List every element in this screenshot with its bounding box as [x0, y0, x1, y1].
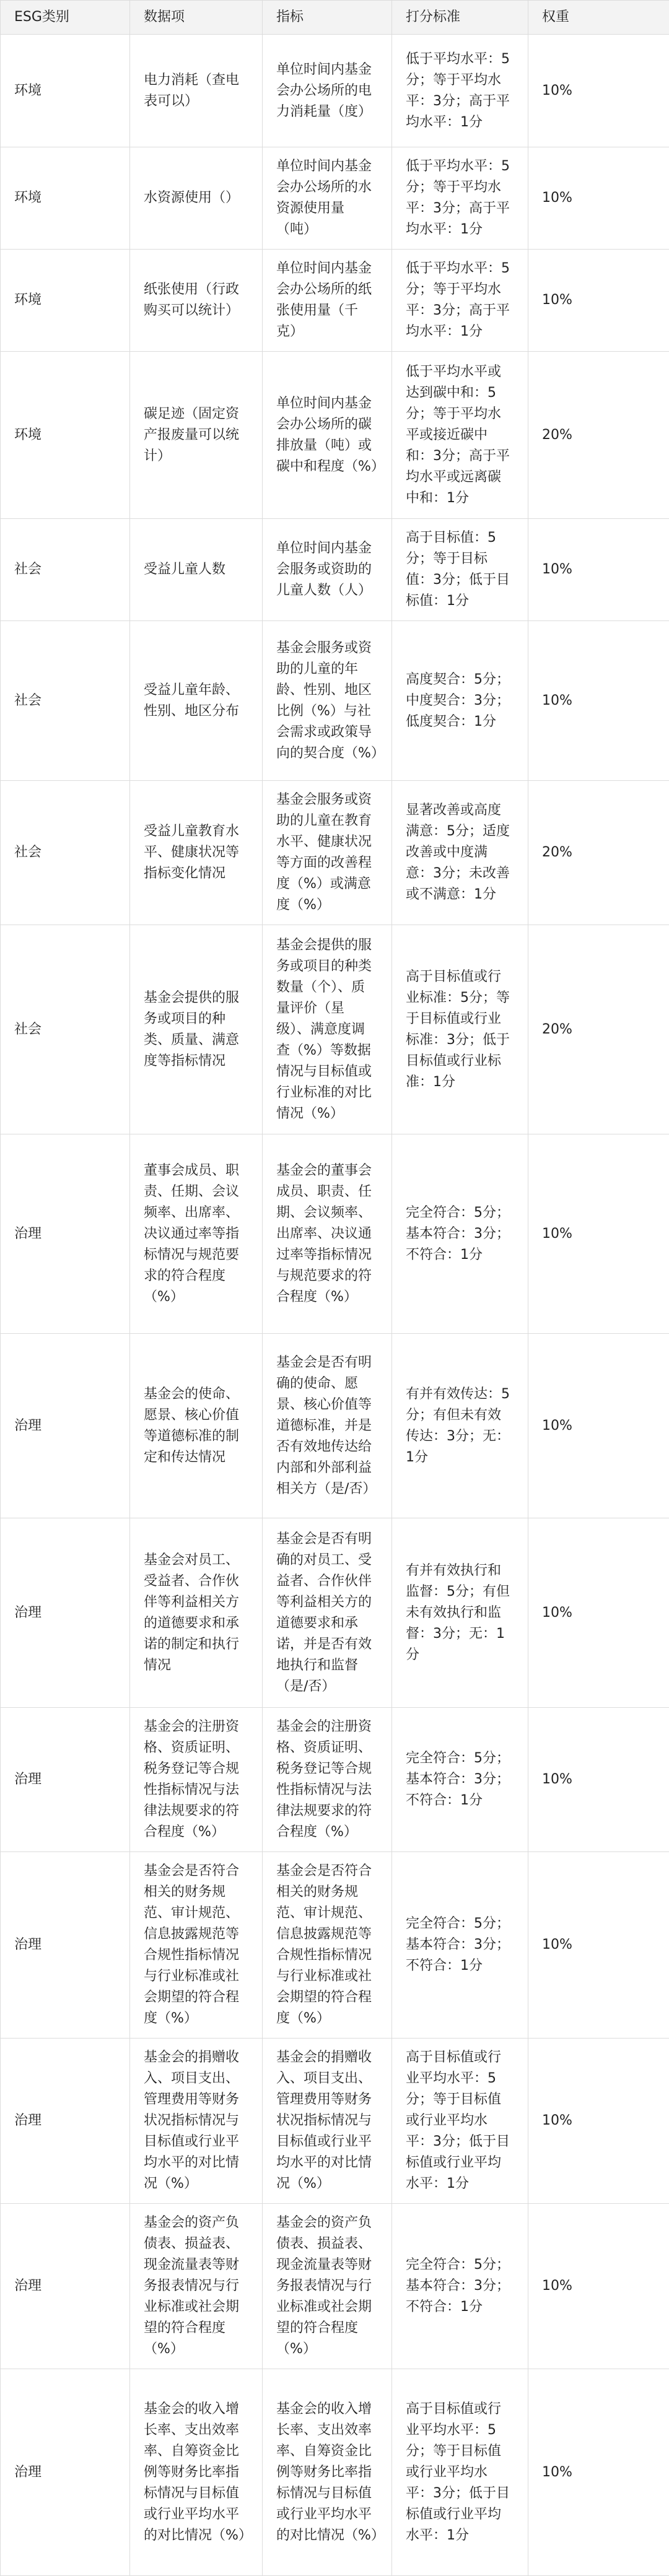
item-cell: 董事会成员、职责、任期、会议频率、出席率、决议通过率等指标情况与规范要求的符合程度（%） — [130, 1134, 263, 1334]
item-cell: 纸张使用（行政购买可以统计） — [130, 250, 263, 352]
indicator-cell: 单位时间内基金会办公场所的电力消耗量（度） — [263, 35, 392, 147]
indicator-cell: 基金会的资产负债表、损益表、现金流量表等财务报表情况与行业标准或社会期望的符合程度（%） — [263, 2204, 392, 2369]
weight-cell: 10% — [528, 2204, 669, 2369]
item-cell: 基金会是否符合相关的财务规范、审计规范、信息披露规范等合规性指标情况与行业标准或社会期望的符合程度（%） — [130, 1852, 263, 2039]
table-row — [1, 1518, 669, 1708]
category-cell: 环境 — [1, 352, 130, 519]
weight-cell: 10% — [528, 519, 669, 621]
table-header — [1, 1, 669, 35]
criteria-cell: 有并有效执行和监督：5分；有但未有效执行和监督：3分；无：1分 — [392, 1518, 528, 1708]
criteria-cell: 低于平均水平或达到碳中和：5分；等于平均水平或接近碳中和：3分；高于平均水平或远离碳中和：1分 — [392, 352, 528, 519]
weight-cell: 10% — [528, 2369, 669, 2576]
item-cell: 基金会对员工、受益者、合作伙伴等利益相关方的道德要求和承诺的制定和执行情况 — [130, 1518, 263, 1708]
weight-cell: 10% — [528, 1708, 669, 1852]
category-cell: 社会 — [1, 781, 130, 925]
category-cell: 治理 — [1, 1134, 130, 1334]
table-row — [1, 1708, 669, 1852]
weight-cell: 10% — [528, 1518, 669, 1708]
category-cell: 治理 — [1, 2039, 130, 2204]
header-category: ESG类别 — [1, 1, 130, 35]
category-cell: 社会 — [1, 925, 130, 1134]
table-row — [1, 621, 669, 781]
table-row — [1, 352, 669, 519]
category-cell: 社会 — [1, 621, 130, 781]
item-cell: 电力消耗（查电表可以） — [130, 35, 263, 147]
item-cell: 基金会的收入增长率、支出效率率、自筹资金比例等财务比率指标情况与目标值或行业平均水平的对比情况（%） — [130, 2369, 263, 2576]
weight-cell: 10% — [528, 621, 669, 781]
criteria-cell: 高于目标值：5分；等于目标值：3分；低于目标值：1分 — [392, 519, 528, 621]
table-row — [1, 35, 669, 147]
table-row — [1, 250, 669, 352]
weight-cell: 10% — [528, 2039, 669, 2204]
item-cell: 受益儿童人数 — [130, 519, 263, 621]
header-criteria: 打分标准 — [392, 1, 528, 35]
category-cell: 治理 — [1, 2204, 130, 2369]
category-cell: 治理 — [1, 1334, 130, 1518]
table-row — [1, 1134, 669, 1334]
category-cell: 环境 — [1, 147, 130, 250]
item-cell: 受益儿童年龄、性别、地区分布 — [130, 621, 263, 781]
criteria-cell: 完全符合：5分；基本符合：3分；不符合：1分 — [392, 2204, 528, 2369]
indicator-cell: 基金会提供的服务或项目的种类数量（个）、质量评价（星级）、满意度调查（%）等数据情况与目标值或行业标准的对比情况（%） — [263, 925, 392, 1134]
indicator-cell: 基金会的捐赠收入、项目支出、管理费用等财务状况指标情况与目标值或行业平均水平的对比情况（%） — [263, 2039, 392, 2204]
weight-cell: 10% — [528, 1334, 669, 1518]
criteria-cell: 高于目标值或行业平均水平：5分；等于目标值或行业平均水平：3分；低于目标值或行业平均水平：1分 — [392, 2039, 528, 2204]
criteria-cell: 有并有效传达：5分；有但未有效传达：3分；无：1分 — [392, 1334, 528, 1518]
weight-cell: 10% — [528, 1852, 669, 2039]
category-cell: 治理 — [1, 2369, 130, 2576]
indicator-cell: 基金会的董事会成员、职责、任期、会议频率、出席率、决议通过率等指标情况与规范要求的符合程度（%） — [263, 1134, 392, 1334]
indicator-cell: 单位时间内基金会服务或资助的儿童人数（人） — [263, 519, 392, 621]
header-row — [1, 1, 669, 35]
header-item: 数据项 — [130, 1, 263, 35]
indicator-cell: 基金会服务或资助的儿童的年龄、性别、地区比例（%）与社会需求或政策导向的契合度（%） — [263, 621, 392, 781]
weight-cell: 20% — [528, 925, 669, 1134]
item-cell: 受益儿童教育水平、健康状况等指标变化情况 — [130, 781, 263, 925]
table-row — [1, 781, 669, 925]
indicator-cell: 基金会是否有明确的使命、愿景、核心价值等道德标准，并是否有效地传达给内部和外部利益相关方（是/否） — [263, 1334, 392, 1518]
table-row — [1, 2039, 669, 2204]
criteria-cell: 低于平均水平：5分；等于平均水平：3分；高于平均水平：1分 — [392, 147, 528, 250]
weight-cell: 20% — [528, 781, 669, 925]
criteria-cell: 显著改善或高度满意：5分；适度改善或中度满意：3分；未改善或不满意：1分 — [392, 781, 528, 925]
category-cell: 环境 — [1, 35, 130, 147]
category-cell: 治理 — [1, 1518, 130, 1708]
category-cell: 社会 — [1, 519, 130, 621]
indicator-cell: 基金会的收入增长率、支出效率率、自筹资金比例等财务比率指标情况与目标值或行业平均水平的对比情况（%） — [263, 2369, 392, 2576]
table-row — [1, 2204, 669, 2369]
criteria-cell: 高度契合：5分；中度契合：3分；低度契合：1分 — [392, 621, 528, 781]
table-row — [1, 147, 669, 250]
criteria-cell: 低于平均水平：5分；等于平均水平：3分；高于平均水平：1分 — [392, 250, 528, 352]
table-row — [1, 1852, 669, 2039]
header-indicator: 指标 — [263, 1, 392, 35]
weight-cell: 10% — [528, 1134, 669, 1334]
criteria-cell: 高于目标值或行业平均水平：5分；等于目标值或行业平均水平：3分；低于目标值或行业平均水平：1分 — [392, 2369, 528, 2576]
header-weight: 权重 — [528, 1, 669, 35]
criteria-cell: 完全符合：5分；基本符合：3分；不符合：1分 — [392, 1852, 528, 2039]
criteria-cell: 高于目标值或行业标准：5分；等于目标值或行业标准：3分；低于目标值或行业标准：1分 — [392, 925, 528, 1134]
category-cell: 环境 — [1, 250, 130, 352]
criteria-cell: 低于平均水平：5分；等于平均水平：3分；高于平均水平：1分 — [392, 35, 528, 147]
item-cell: 基金会提供的服务或项目的种类、质量、满意度等指标情况 — [130, 925, 263, 1134]
indicator-cell: 基金会是否有明确的对员工、受益者、合作伙伴等利益相关方的道德要求和承诺，并是否有效地执行和监督（是/否） — [263, 1518, 392, 1708]
category-cell: 治理 — [1, 1708, 130, 1852]
item-cell: 基金会的使命、愿景、核心价值等道德标准的制定和传达情况 — [130, 1334, 263, 1518]
weight-cell: 10% — [528, 250, 669, 352]
table-body — [1, 35, 669, 2576]
category-cell: 治理 — [1, 1852, 130, 2039]
indicator-cell: 基金会的注册资格、资质证明、税务登记等合规性指标情况与法律法规要求的符合程度（%） — [263, 1708, 392, 1852]
item-cell: 碳足迹（固定资产报废量可以统计） — [130, 352, 263, 519]
item-cell: 基金会的捐赠收入、项目支出、管理费用等财务状况指标情况与目标值或行业平均水平的对比情况（%） — [130, 2039, 263, 2204]
table-row — [1, 925, 669, 1134]
table-row — [1, 2369, 669, 2576]
table-row — [1, 1334, 669, 1518]
indicator-cell: 单位时间内基金会办公场所的碳排放量（吨）或碳中和程度（%） — [263, 352, 392, 519]
table-row — [1, 519, 669, 621]
criteria-cell: 完全符合：5分；基本符合：3分；不符合：1分 — [392, 1708, 528, 1852]
weight-cell: 20% — [528, 352, 669, 519]
item-cell: 水资源使用（） — [130, 147, 263, 250]
item-cell: 基金会的注册资格、资质证明、税务登记等合规性指标情况与法律法规要求的符合程度（%） — [130, 1708, 263, 1852]
criteria-cell: 完全符合：5分；基本符合：3分；不符合：1分 — [392, 1134, 528, 1334]
item-cell: 基金会的资产负债表、损益表、现金流量表等财务报表情况与行业标准或社会期望的符合程度（%） — [130, 2204, 263, 2369]
weight-cell: 10% — [528, 147, 669, 250]
indicator-cell: 单位时间内基金会办公场所的水资源使用量（吨） — [263, 147, 392, 250]
indicator-cell: 基金会是否符合相关的财务规范、审计规范、信息披露规范等合规性指标情况与行业标准或社会期望的符合程度（%） — [263, 1852, 392, 2039]
indicator-cell: 单位时间内基金会办公场所的纸张使用量（千克） — [263, 250, 392, 352]
indicator-cell: 基金会服务或资助的儿童在教育水平、健康状况等方面的改善程度（%）或满意度（%） — [263, 781, 392, 925]
weight-cell: 10% — [528, 35, 669, 147]
